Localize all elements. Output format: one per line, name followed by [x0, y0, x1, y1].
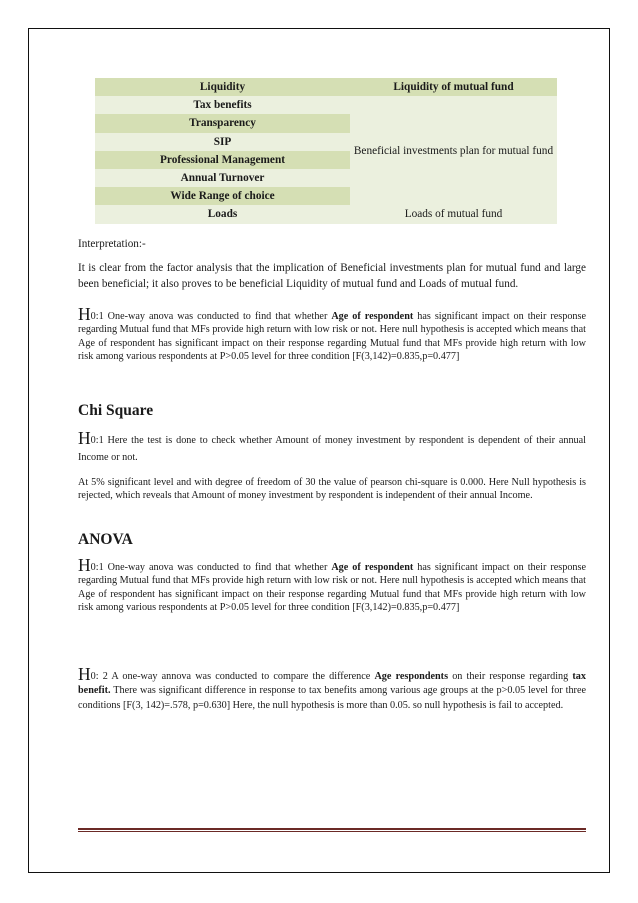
document-body — [78, 78, 586, 713]
header-left: Liquidity — [95, 78, 350, 96]
hypothesis-paragraph: H0: 2 A one-way annova was conducted to compare the difference Age respondents on their response regarding tax benefit. There was significant difference in response to tax benefits among various age groups at the p>0.05 level for three conditions [F(3, 142)=.578, p=0.630] Here, the null hypothesis is more than 0.05. so null hypothesis is fail to accepted. — [78, 663, 586, 711]
hypothesis-paragraph: H0:1 One-way anova was conducted to find that whether Age of respondent has significant impact on their response regarding Mutual fund that MFs provide high return with low risk or not. Here null hypothesis is accepted which means that Age of respondent has significant impact on their response regarding Mutual fund that MFs provide high return with low risk among various respondents at P>0.05 level for three condition [F(3,142)=0.835,p=0.477] — [78, 303, 586, 362]
result-paragraph: At 5% significant level and with degree of freedom of 30 the value of pearson chi-square is 0.000. Here Null hypothesis is rejected, which reveals that Amount of money investment by respondent is independent of their annual Income. — [78, 476, 586, 501]
row-label: Transparency — [95, 114, 350, 132]
interpretation-text: It is clear from the factor analysis that the implication of Beneficial investments plan for mutual fund and large been beneficial; it also proves to be beneficial Liquidity of mutual fund and Loads of mutual fund. — [78, 261, 586, 290]
table-header-row — [95, 78, 557, 96]
last-right-cell: Loads of mutual fund — [350, 205, 557, 223]
header-right: Liquidity of mutual fund — [350, 78, 557, 96]
hypothesis-letter: H — [78, 663, 91, 684]
row-label: Professional Management — [95, 151, 350, 169]
row-label: Annual Turnover — [95, 169, 350, 187]
interpretation-label: Interpretation:- — [78, 237, 146, 250]
hypothesis-letter: H — [78, 554, 91, 575]
row-label: Loads — [95, 205, 350, 223]
table-row — [95, 96, 557, 114]
hypothesis-paragraph: H0:1 Here the test is done to check whether Amount of money investment by respondent is dependent of their annual Income or not. — [78, 427, 586, 463]
footer-rule — [78, 828, 586, 832]
hypothesis-paragraph: H0:1 One-way anova was conducted to find that whether Age of respondent has significant impact on their response regarding Mutual fund that MFs provide high return with low risk or not. Here null hypothesis is accepted which means that Age of respondent has significant impact on their response regarding Mutual fund that MFs provide high return with low risk among various respondents at P>0.05 level for three condition [F(3,142)=0.835,p=0.477] — [78, 554, 586, 613]
table-row — [95, 205, 557, 223]
merged-cell: Beneficial investments plan for mutual fund — [350, 96, 557, 205]
row-label: Wide Range of choice — [95, 187, 350, 205]
section-heading-chi-square: Chi Square — [78, 401, 154, 419]
hypothesis-letter: H — [78, 303, 91, 324]
hypothesis-letter: H — [78, 427, 91, 448]
row-label: SIP — [95, 133, 350, 151]
row-label: Tax benefits — [95, 96, 350, 114]
factor-table — [95, 78, 557, 224]
section-heading-anova: ANOVA — [78, 530, 133, 548]
